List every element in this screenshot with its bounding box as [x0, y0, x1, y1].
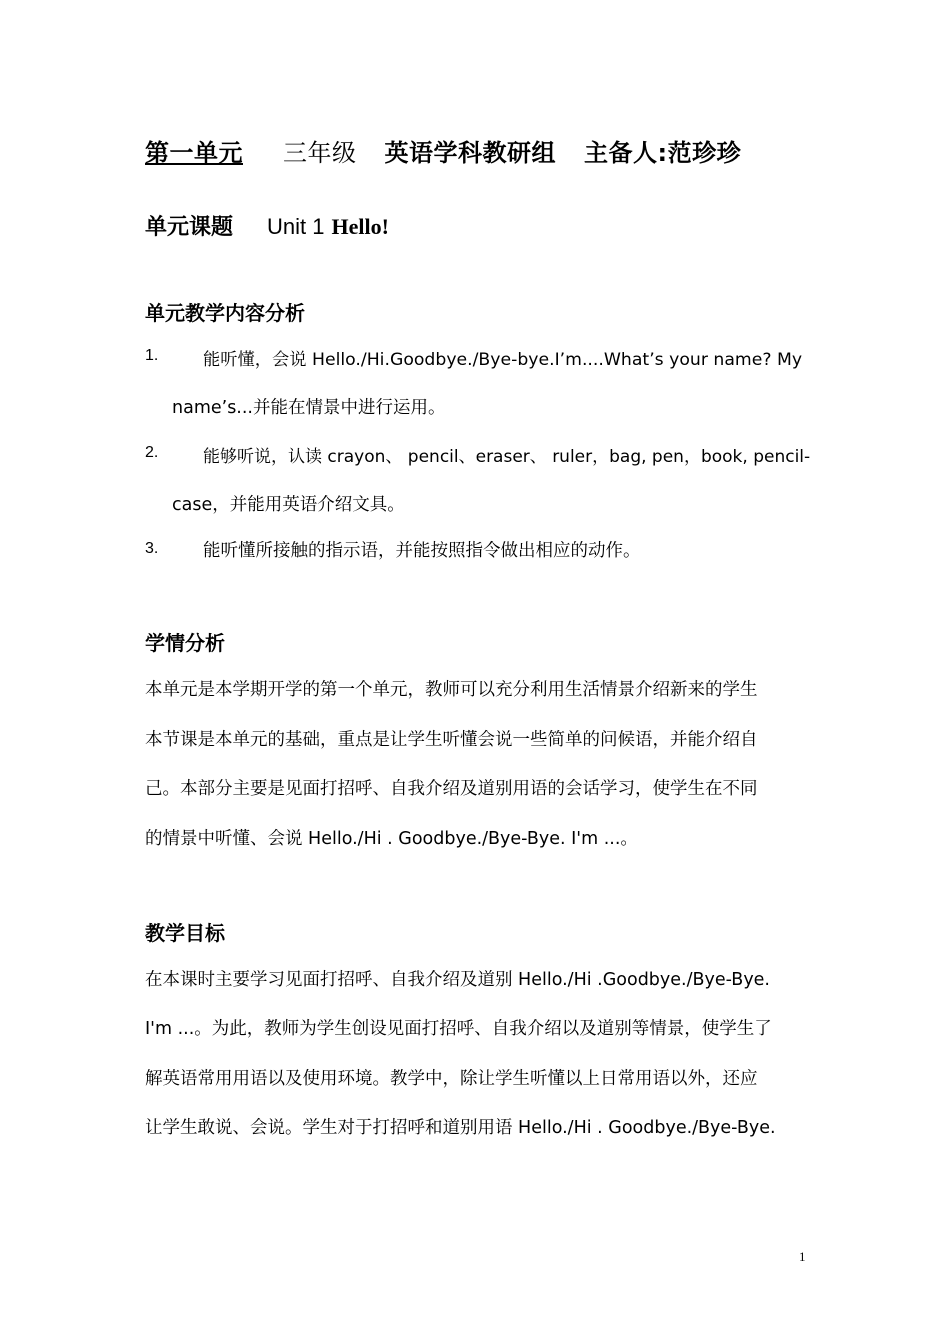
list-item-continuation: name’s...并能在情景中进行运用。: [172, 398, 446, 418]
list-item-number: 3.: [145, 540, 159, 557]
topic-label: 单元课题: [145, 215, 234, 240]
section-heading-learner-analysis: 学情分析: [145, 631, 225, 655]
paragraph-line: I'm ...。为此，教师为学生创设见面打招呼、自我介绍以及道别等情景，使学生了: [145, 1019, 772, 1039]
list-item-continuation: case，并能用英语介绍文具。: [172, 495, 405, 515]
list-item-text: 能够听说，认读 crayon、 pencil、eraser、 ruler，bag, pen，book, pencil-: [203, 447, 811, 467]
paragraph-line: 解英语常用用语以及使用环境。教学中，除让学生听懂以上日常用语以外，还应: [145, 1069, 758, 1089]
unit-title: Hello!: [331, 214, 389, 239]
paragraph-line: 本节课是本单元的基础，重点是让学生听懂会说一些简单的问候语，并能介绍自: [145, 730, 758, 750]
list-item-text: 能听懂，会说 Hello./Hi.Goodbye./Bye-bye.I’m....What’s your name? My: [203, 350, 803, 370]
paragraph-line: 己。本部分主要是见面打招呼、自我介绍及道别用语的会话学习，使学生在不同: [145, 779, 758, 799]
grade-label: 三年级: [283, 139, 357, 167]
list-item-text: 能听懂所接触的指示语，并能按照指令做出相应的动作。: [203, 541, 641, 561]
section-heading-teaching-goals: 教学目标: [145, 921, 225, 945]
paragraph-line: 本单元是本学期开学的第一个单元，教师可以充分利用生活情景介绍新来的学生: [145, 680, 758, 700]
list-item-number: 2.: [145, 444, 159, 461]
paragraph-line: 在本课时主要学习见面打招呼、自我介绍及道别 Hello./Hi .Goodbye./Bye-Bye.: [145, 970, 770, 990]
paragraph-line: 让学生敢说、会说。学生对于打招呼和道别用语 Hello./Hi . Goodbye./Bye-Bye.: [145, 1118, 776, 1138]
header-line: [145, 133, 741, 168]
unit-number: Unit 1: [267, 214, 325, 239]
unit-label: 第一单元: [145, 139, 243, 167]
section-heading-content-analysis: 单元教学内容分析: [145, 301, 305, 325]
group-label: 英语学科教研组: [384, 139, 556, 167]
preparer-label: 主备人:范珍珍: [584, 139, 742, 167]
list-item-number: 1.: [145, 347, 159, 364]
paragraph-line: 的情景中听懂、会说 Hello./Hi . Goodbye./Bye-Bye. I'm ...。: [145, 829, 638, 849]
unit-topic: [145, 210, 389, 241]
page-number: 1: [799, 1249, 806, 1264]
